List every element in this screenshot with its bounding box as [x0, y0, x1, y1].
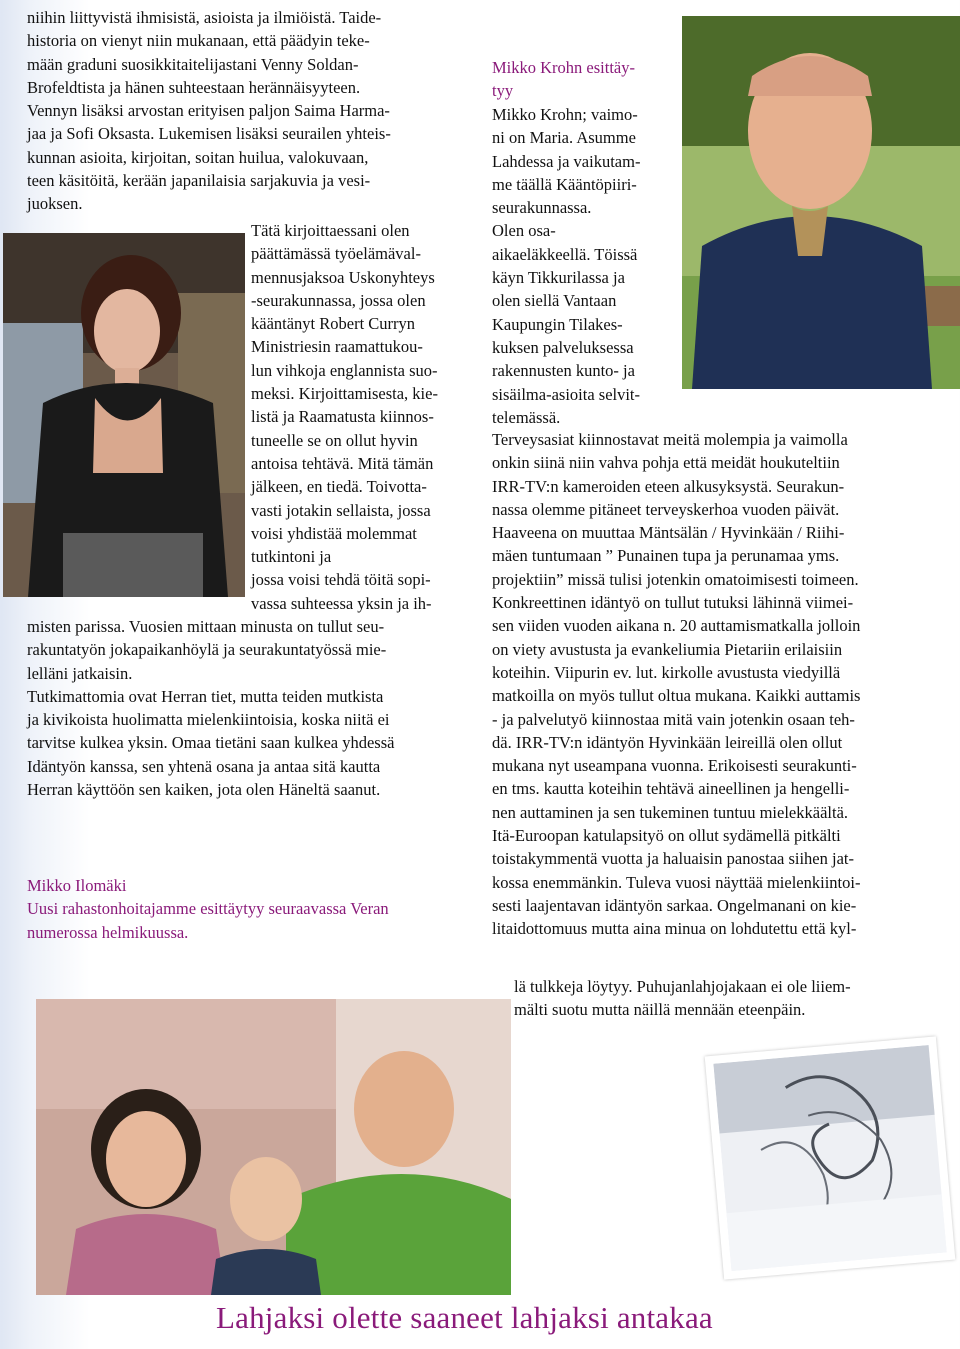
right-wide-line: - ja palvelutyö kiinnostaa mitä vain jotenkin osaan teh-: [492, 709, 855, 729]
right-narrow-line: ni on Maria. Asumme: [492, 128, 636, 148]
left-wrap-line: päättämässä työelämäval-: [251, 244, 421, 264]
right-narrow-line: aikaeläkkeellä. Töissä: [492, 244, 638, 264]
left-wrap-line: Tätä kirjoittaessani olen: [251, 221, 410, 240]
left-bottom-line: Idäntyön kanssa, sen yhtenä osana ja antaa sitä kautta: [27, 756, 381, 776]
signature-line: Mikko Ilomäki: [27, 876, 127, 895]
left-wrap-line: Ministriesin raamattukou-: [251, 337, 423, 357]
left-wrap-line: mennusjaksoa Uskonyhteys: [251, 267, 435, 287]
right-wide-line: Itä-Euroopan katulapsityö on ollut sydämellä pitkälti: [492, 826, 841, 846]
left-intro-line: teen käsitöitä, kerään japanilaisia sarjakuvia ja vesi-: [27, 171, 371, 191]
portrait-photo-woman: [3, 233, 245, 597]
right-narrow-text: [492, 103, 640, 429]
signature-block: [27, 874, 389, 944]
left-wrap-line: tuneelle se on ollut hyvin: [251, 430, 418, 450]
left-bottom-text: [27, 615, 394, 801]
footer-title: Lahjaksi olette saaneet lahjaksi antakaa: [216, 1300, 713, 1335]
left-bottom-line: ja kivikoista huolimatta mielenkiintoisia, koska niitä ei: [27, 710, 390, 730]
left-bottom-line: Tutkimattomia ovat Herran tiet, mutta teiden mutkista: [27, 686, 384, 706]
right-wide-line: matkoilla on myös tullut oltua mukana. Kaikki auttamis: [492, 686, 861, 706]
left-wrap-line: lun vihkoja englannista suo-: [251, 360, 438, 380]
left-intro-line: kunnan asioita, kirjoitan, soitan huilua, valokuvaan,: [27, 147, 369, 167]
left-wrap-line: jälkeen, en tiedä. Toivotta-: [251, 477, 427, 497]
right-wide-line: dä. IRR-TV:n idäntyön Hyvinkään leireillä olen ollut: [492, 732, 843, 752]
right-narrow-line: rakennusten kunto- ja: [492, 361, 635, 381]
left-wrap-line: tutkintoni ja: [251, 547, 332, 567]
left-intro-line: jaa ja Sofi Oksasta. Lukemisen lisäksi seurailen yhteis-: [27, 124, 391, 144]
left-intro-line: mään graduni suosikkitaitelijastani Venny Soldan-: [27, 54, 359, 74]
right-wide-line: Haaveena on muuttaa Mäntsälän / Hyvinkään / Riihi-: [492, 523, 845, 543]
right-heading-line: Mikko Krohn esittäy-: [492, 58, 635, 77]
left-wrap-line: kääntänyt Robert Curryn: [251, 314, 416, 334]
signature-line: numerossa helmikuussa.: [27, 922, 189, 942]
portrait-photo-man: [682, 16, 960, 389]
right-wide-line: IRR-TV:n kameroiden eteen alkusyksystä. Seurakun-: [492, 476, 845, 496]
right-tail-text: [514, 975, 851, 1022]
right-wide-line: sesti laajentavan idäntyön sarkaa. Ongelmanani on kie-: [492, 895, 857, 915]
left-bottom-line: misten parissa. Vuosien mittaan minusta on tullut seu-: [27, 617, 385, 636]
right-wide-line: nen auttaminen ja sen tukeminen tuntuu mielekkäältä.: [492, 802, 849, 822]
left-wrap-line: jossa voisi tehdä töitä sopi-: [251, 570, 431, 590]
left-wrap-line: -seurakunnassa, jossa olen: [251, 290, 426, 310]
right-wide-line: litaidottomuus mutta aina minua on lohdutettu että kyl-: [492, 919, 857, 939]
left-intro-line: niihin liittyvistä ihmisistä, asioista ja ilmiöistä. Taide-: [27, 8, 382, 27]
right-wide-line: nassa olemme pitäneet terveyskerhoa vuoden päivät.: [492, 499, 840, 519]
right-narrow-line: seurakunnassa.: [492, 198, 592, 218]
right-narrow-line: me täällä Kääntöpiiri-: [492, 174, 637, 194]
winter-photo: [705, 1036, 956, 1279]
right-narrow-line: Lahdessa ja vaikutam-: [492, 151, 641, 171]
left-intro-line: juoksen.: [27, 194, 83, 214]
left-bottom-line: lelläni jatkaisin.: [27, 663, 133, 683]
left-wrap-line: listä ja Raamatusta kiinnos-: [251, 407, 434, 427]
group-photo: [36, 999, 511, 1295]
left-wrap-line: meksi. Kirjoittamisesta, kie-: [251, 384, 438, 404]
right-narrow-line: käyn Tikkurilassa ja: [492, 268, 625, 288]
right-wide-line: koteihin. Viipurin ev. lut. kirkolle avustusta viedyillä: [492, 662, 841, 682]
left-bottom-line: rakuntatyön jokapaikanhöylä ja seurakuntatyössä mie-: [27, 640, 387, 660]
left-intro-text: [27, 6, 391, 216]
right-heading: [492, 56, 635, 103]
left-wrap-line: vasti jotakin sellaista, jossa: [251, 500, 431, 520]
left-wrap-line: antoisa tehtävä. Mitä tämän: [251, 453, 434, 473]
right-wide-line: Konkreettinen idäntyö on tullut tutuksi lähinnä viimei-: [492, 593, 854, 613]
right-narrow-line: kuksen palveluksessa: [492, 337, 634, 357]
right-wide-line: kossa enemmänkin. Tuleva vuosi näyttää mielenkiintoi-: [492, 872, 861, 892]
left-bottom-line: Herran käyttöön sen kaiken, jota olen Häneltä saanut.: [27, 780, 381, 800]
right-narrow-line: sisäilma-asioita selvit-: [492, 384, 641, 404]
left-wrap-line: voisi yhdistää molemmat: [251, 523, 417, 543]
right-wide-line: mäen tuntumaan ” Punainen tupa ja perunamaa yms.: [492, 546, 840, 566]
left-intro-line: Brofeldtista ja hänen suhteestaan herännäisyyteen.: [27, 77, 361, 97]
left-wrap-line: vassa suhteessa yksin ja ih-: [251, 593, 432, 613]
right-tail-line: lä tulkkeja löytyy. Puhujanlahjojakaan ei ole liiem-: [514, 977, 851, 996]
right-wide-line: onkin siinä niin vahva pohja että meidät houkuteltiin: [492, 453, 840, 473]
right-narrow-line: telemässä.: [492, 407, 561, 427]
right-wide-line: projektiin” missä tulisi jotenkin omatoimisesti toimeen.: [492, 569, 859, 589]
left-intro-line: historia on vienyt niin mukanaan, että päädyin teke-: [27, 31, 370, 51]
right-narrow-line: olen siellä Vantaan: [492, 291, 617, 311]
right-wide-line: on viety avustusta ja evankeliumia Pietariin erilaisiin: [492, 639, 843, 659]
right-wide-line: toistakymmentä vuotta ja haluaisin panostaa siihen jat-: [492, 849, 854, 869]
left-wrap-text: [251, 219, 438, 615]
right-wide-line: mukana nyt useampana vuonna. Erikoisesti seurakunti-: [492, 756, 857, 776]
right-wide-line: en tms. kautta koteihin tehtävä aineellinen ja hengelli-: [492, 779, 850, 799]
left-bottom-line: tarvitse kulkea yksin. Omaa tietäni saan kulkea yhdessä: [27, 733, 395, 753]
right-narrow-line: Olen osa-: [492, 221, 556, 241]
signature-line: Uusi rahastonhoitajamme esittäytyy seuraavassa Veran: [27, 899, 389, 919]
right-wide-line: Terveysasiat kiinnostavat meitä molempia ja vaimolla: [492, 430, 848, 449]
right-narrow-line: Kaupungin Tilakes-: [492, 314, 623, 334]
right-narrow-line: Mikko Krohn; vaimo-: [492, 105, 638, 124]
left-intro-line: Vennyn lisäksi arvostan erityisen paljon Saima Harma-: [27, 101, 390, 121]
right-heading-line: tyy: [492, 81, 514, 101]
right-wide-text: [492, 428, 860, 941]
right-tail-line: mälti suotu mutta näillä mennään eteenpäin.: [514, 1000, 806, 1020]
right-wide-line: sen viiden vuoden aikana n. 20 auttamismatkalla jolloin: [492, 616, 861, 636]
